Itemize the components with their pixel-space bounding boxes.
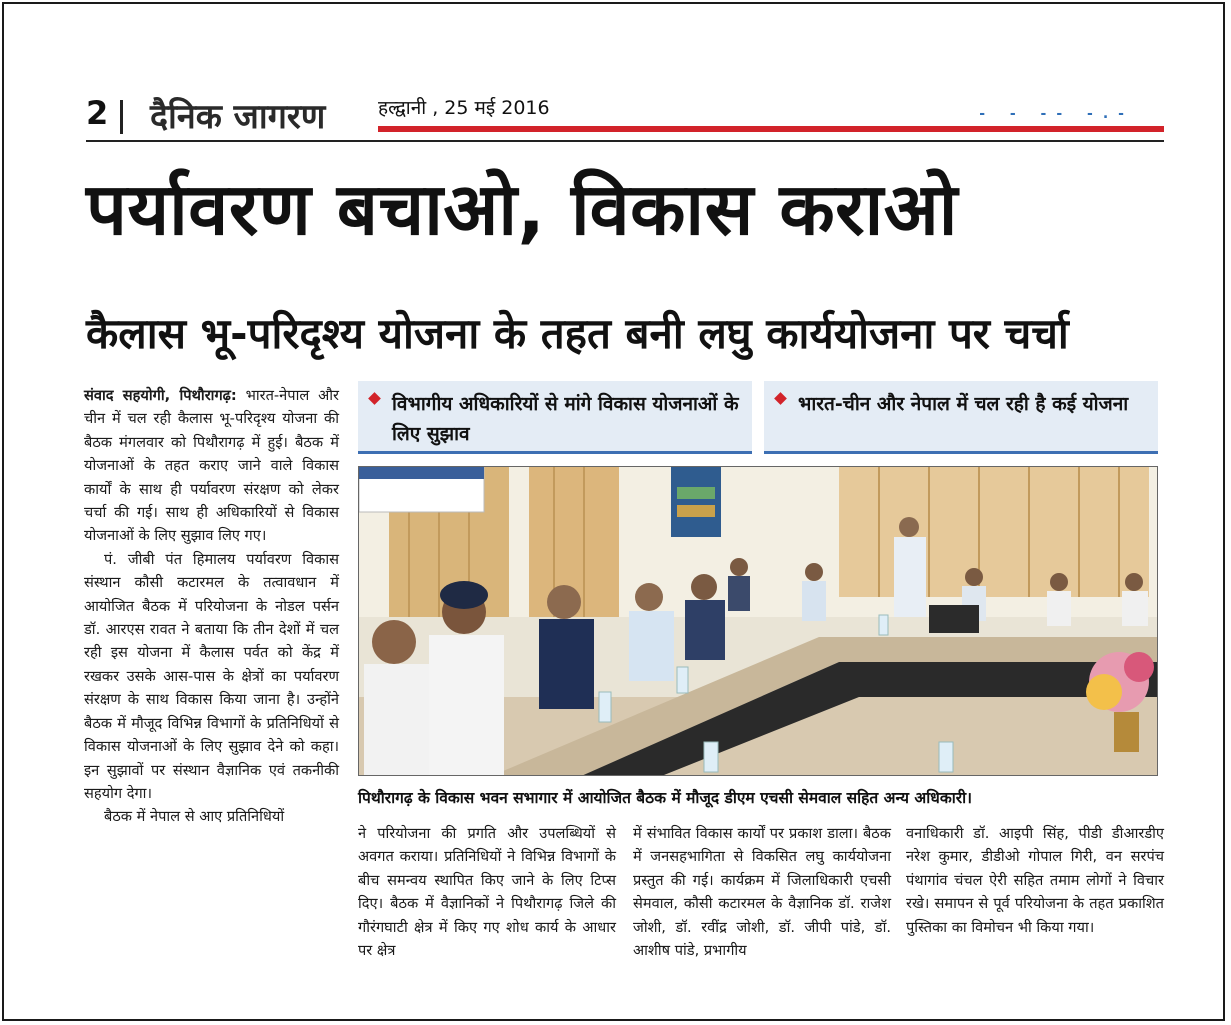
masthead (86, 92, 1164, 140)
highlight-box-1 (358, 381, 752, 454)
byline: संवाद सहयोगी, पिथौरागढ़: (84, 387, 237, 404)
column-3-text: में संभावित विकास कार्यों पर प्रकाश डाला। बैठक में जनसहभागिता से विकसित लघु कार्ययोजना प्रस्तुत की गई। कार्यक्रम में जिलाधिकारी एचसी सेमवाल, कौसी कटारमल के वैज्ञानिक डॉ. राजेश जोशी, डॉ. रवींद्र जोशी, डॉ. जीपी पांडे, डॉ. आशीष पांडे, प्रभागीय (633, 825, 891, 960)
paragraph-1-text: भारत-नेपाल और चीन में चल रही कैलास भू-परिदृश्य योजना की बैठक मंगलवार को पिथौरागढ़ में हुई। बैठक में योजनाओं के तहत कराए जाने वाले विकास कार्यों के साथ ही पर्यावरण संरक्षण को लेकर चर्चा की गई। साथ ही अधिकारियों से विकास योजनाओं के लिए सुझाव लिए गए। (84, 387, 340, 545)
article-column-4 (906, 822, 1164, 939)
newspaper-name: दैनिक जागरण (150, 97, 326, 137)
bullet-diamond-icon (368, 392, 381, 405)
decorative-dashes: - - -- -.- (979, 106, 1134, 122)
black-rule (86, 140, 1164, 142)
column-4-text: वनाधिकारी डॉ. आइपी सिंह, पीडी डीआरडीए नरेश कुमार, डीडीओ गोपाल गिरी, वन सरपंच पंथागांव चंचल ऐरी सहित तमाम लोगों ने विचार रखे। समापन से पूर्व परियोजना के तहत प्रकाशित पुस्तिका का विमोचन भी किया गया। (906, 825, 1164, 936)
article-column-2 (358, 822, 616, 962)
dateline: हल्द्वानी , 25 मई 2016 (378, 97, 550, 119)
paragraph-2: पं. जीबी पंत हिमालय पर्यावरण विकास संस्थान कौसी कटारमल के तत्वावधान में आयोजित बैठक में परियोजना के नोडल पर्सन डॉ. आरएस रावत ने बताया कि तीन देशों में चल रही इस योजना में कैलास पर्वत को केंद्र में रखकर उसके आस-पास के क्षेत्रों का पर्यावरण संरक्षण के साथ विकास किया जाना है। उन्होंने बैठक में मौजूद विभिन्न विभागों के प्रतिनिधियों से विकास योजनाओं के लिए सुझाव देने को कहा। इन सुझावों पर संस्थान वैज्ञानिक एवं तकनीकी सहयोग देगा। (84, 550, 339, 802)
highlight-text-1: विभागीय अधिकारियों से मांगे विकास योजनाओं के लिए सुझाव (392, 393, 739, 445)
masthead-separator (120, 100, 123, 134)
bullet-diamond-icon (774, 392, 787, 405)
meeting-photo (358, 466, 1158, 776)
newspaper-clipping (2, 2, 1225, 1021)
highlight-text-2: भारत-चीन और नेपाल में चल रही है कई योजना (798, 393, 1129, 415)
article-column-1 (84, 384, 339, 829)
column-2-text: ने परियोजना की प्रगति और उपलब्धियों से अवगत कराया। प्रतिनिधियों ने विभिन्न विभागों के बीच समन्वय स्थापित किए जाने के लिए टिप्स दिए। बैठक में वैज्ञानिकों ने पिथौरागढ़ जिले की गौरंगघाटी क्षेत्र में किए गए शोध कार्य के आधार पर क्षेत्र (358, 825, 616, 960)
headline: पर्यावरण बचाओ, विकास कराओ (86, 167, 958, 251)
paragraph-1 (84, 384, 339, 548)
highlight-box-2 (764, 381, 1158, 454)
photo-caption: पिथौरागढ़ के विकास भवन सभागार में आयोजित बैठक में मौजूद डीएम एचसी सेमवाल सहित अन्य अधिकारी। (358, 789, 972, 807)
subheadline: कैलास भू-परिदृश्य योजना के तहत बनी लघु कार्ययोजना पर चर्चा (86, 309, 1069, 358)
page-number: 2 (86, 94, 109, 132)
paragraph-3: बैठक में नेपाल से आए प्रतिनिधियों (104, 808, 285, 826)
article-column-3 (633, 822, 891, 962)
red-rule (378, 126, 1164, 132)
